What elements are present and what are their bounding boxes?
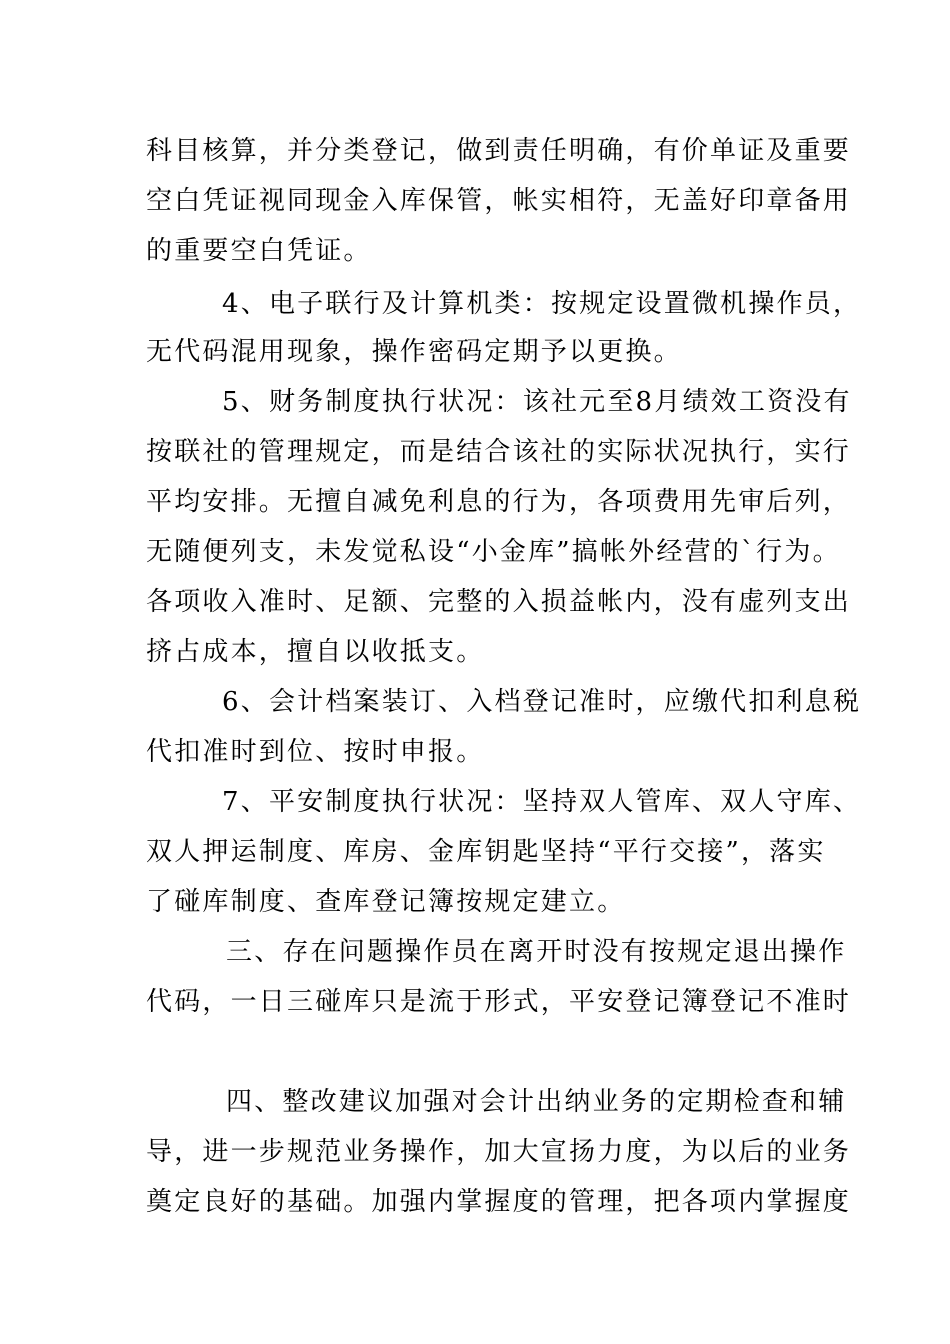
- paragraph-5-line: 5、财务制度执行状况：该社元至8月绩效工资没有: [222, 387, 852, 417]
- text-line: 平均安排。无擅自减免利息的行为，各项费用先审后列，: [146, 487, 852, 517]
- section-3-heading-line: 三、存在问题操作员在离开时没有按规定退出操作: [226, 937, 847, 967]
- text-line: 按联社的管理规定，而是结合该社的实际状况执行，实行: [146, 437, 852, 467]
- text-line: 代码，一日三碰库只是流于形式，平安登记簿登记不准时: [146, 987, 852, 1017]
- text-line: 挤占成本，擅自以收抵支。: [146, 637, 485, 667]
- text-line: 了碰库制度、查库登记簿按规定建立。: [146, 887, 626, 917]
- text-line: 的重要空白凭证。: [146, 236, 372, 266]
- paragraph-6-line: 6、会计档案装订、入档登记准时，应缴代扣利息税: [222, 687, 862, 717]
- paragraph-7-line: 7、平安制度执行状况：坚持双人管库、双人守库、: [222, 787, 862, 817]
- text-line: 无代码混用现象，操作密码定期予以更换。: [146, 337, 682, 367]
- text-line: 代扣准时到位、按时申报。: [146, 737, 485, 767]
- text-line: 无随便列支，未发觉私设“小金库”搞帐外经营的`行为。: [146, 537, 841, 567]
- text-line: 科目核算，并分类登记，做到责任明确，有价单证及重要: [146, 136, 852, 166]
- text-line: 奠定良好的基础。加强内掌握度的管理，把各项内掌握度: [146, 1187, 852, 1217]
- text-line: 各项收入准时、足额、完整的入损益帐内，没有虚列支出: [146, 587, 852, 617]
- text-line: 空白凭证视同现金入库保管，帐实相符，无盖好印章备用: [146, 186, 852, 216]
- section-4-heading-line: 四、整改建议加强对会计出纳业务的定期检查和辅: [226, 1087, 847, 1117]
- text-line: 双人押运制度、库房、金库钥匙坚持“平行交接”，落实: [146, 837, 826, 867]
- paragraph-4-line: 4、电子联行及计算机类：按规定设置微机操作员，: [222, 289, 862, 319]
- text-line: 导，进一步规范业务操作，加大宣扬力度，为以后的业务: [146, 1137, 852, 1167]
